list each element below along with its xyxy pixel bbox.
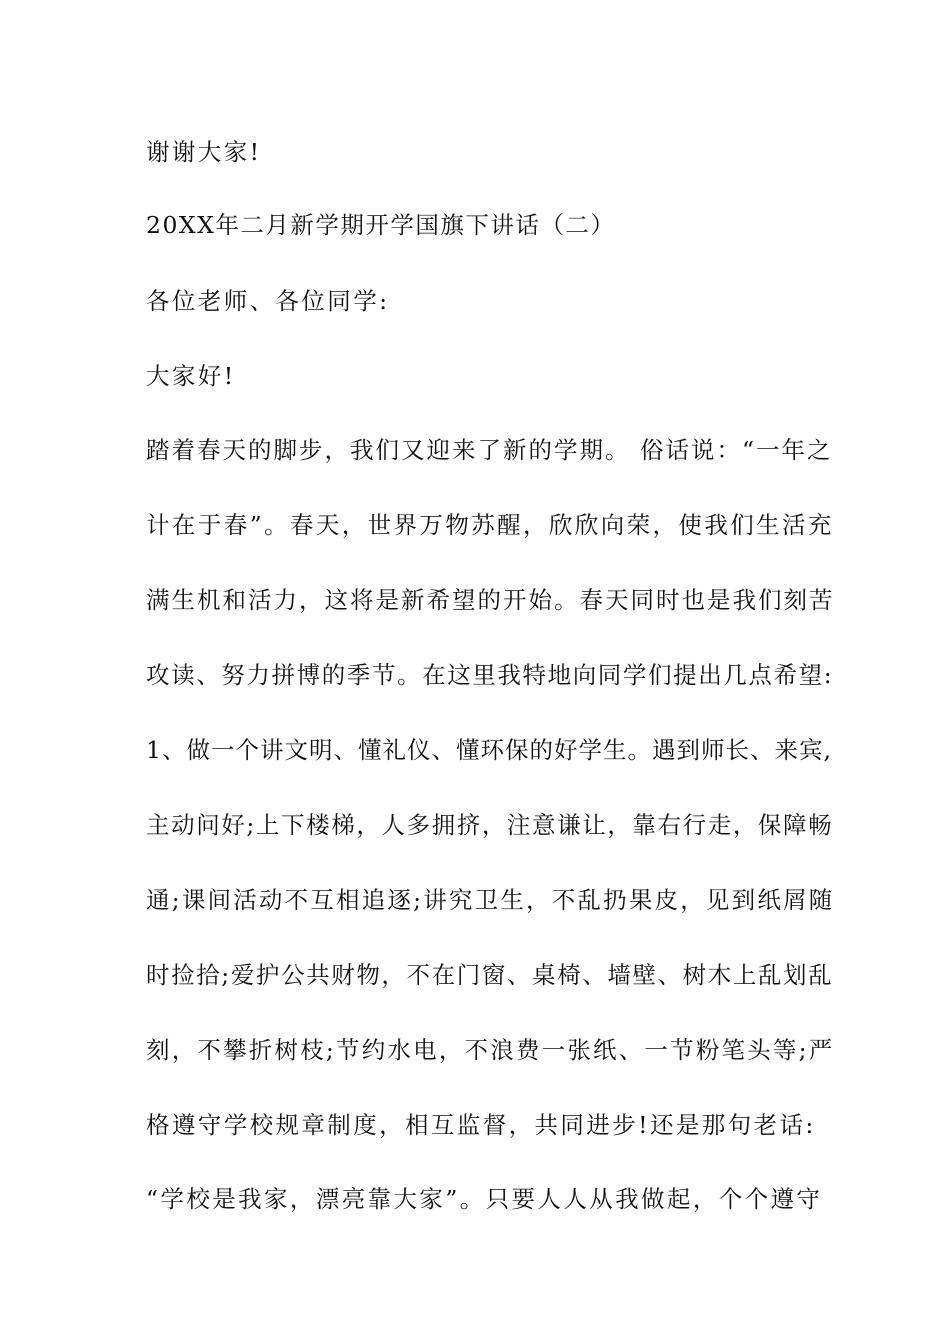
salutation: 各位老师、各位同学: [146,287,390,315]
body-line: 刻，不攀折树枝;节约水电，不浪费一张纸、一节粉笔头等;严 [146,1036,835,1064]
body-line: 时捡拾;爱护公共财物，不在门窗、桌椅、墙壁、树木上乱划乱 [146,961,834,989]
greeting: 大家好! [146,362,236,390]
body-line: 踏着春天的脚步，我们又迎来了新的学期。 俗话说：“一年之 [146,436,833,464]
body-line: 通;课间活动不互相追逐;讲究卫生，不乱扔果皮，见到纸屑随 [146,886,835,914]
closing-thanks: 谢谢大家! [146,138,262,166]
body-line: 主动问好;上下楼梯，人多拥挤，注意谦让，靠右行走，保障畅 [146,811,834,839]
body-line: “学校是我家，漂亮靠大家”。只要人人从我做起，个个遵守 [146,1185,823,1213]
body-line: 满生机和活力，这将是新希望的开始。春天同时也是我们刻苦 [146,586,835,614]
speech-title: 20XX年二月新学期开学国旗下讲话（二） [146,211,616,239]
body-line: 格遵守学校规章制度，相互监督，共同进步!还是那句老话: [146,1111,816,1139]
body-line: 计在于春”。春天，世界万物苏醒，欣欣向荣，使我们生活充 [146,511,834,539]
body-line: 1、做一个讲文明、懂礼仪、懂环保的好学生。遇到师长、来宾, [146,736,832,764]
body-line: 攻读、努力拼博的季节。在这里我特地向同学们提出几点希望: [146,661,834,689]
